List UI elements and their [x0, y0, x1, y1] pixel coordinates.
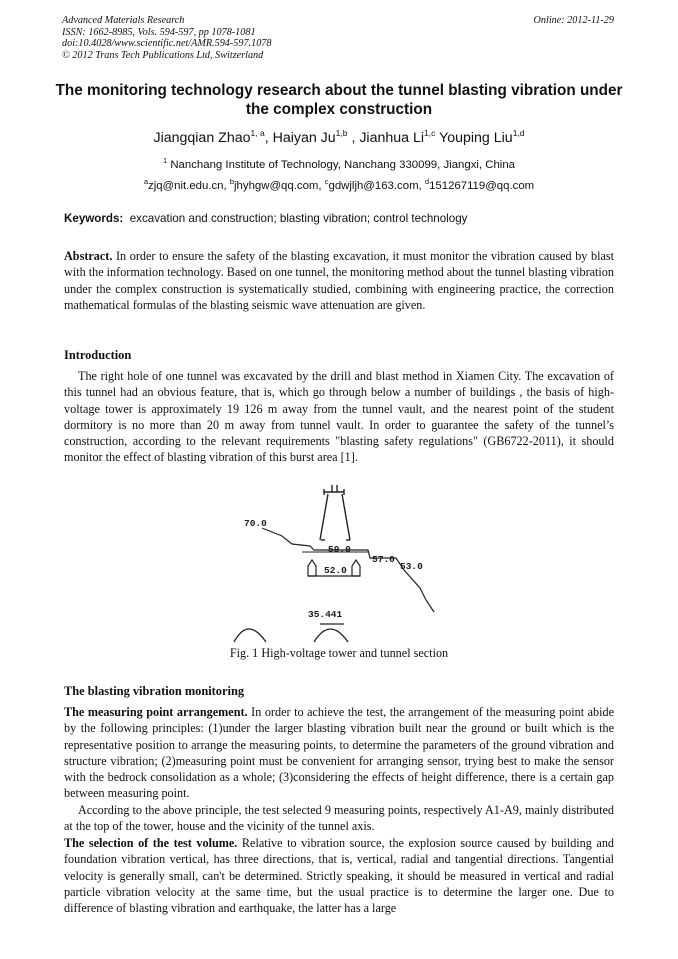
author-sup: 1,b — [335, 128, 348, 138]
affiliation-text: Nanchang Institute of Technology, Nanchang 330099, Jiangxi, China — [170, 159, 516, 171]
issn-line: ISSN: 1662-8985, Vols. 594-597, pp 1078-1081 — [62, 26, 256, 38]
affiliation — [40, 156, 638, 171]
author-list — [40, 128, 638, 146]
affiliation-sup: 1 — [162, 156, 168, 165]
monitoring-heading: The blasting vibration monitoring — [64, 684, 245, 698]
email-sup: c — [324, 177, 329, 186]
author-name: Youping Liu — [439, 130, 513, 146]
author-sup: 1,c — [424, 128, 436, 138]
author-name: Jiangqian Zhao — [153, 130, 251, 146]
volume-label: The selection of the test volume. — [64, 836, 238, 850]
email-link[interactable]: 151267119@qq.com — [429, 180, 535, 192]
email-link[interactable]: zjq@nit.edu.cn, — [148, 180, 230, 192]
author-name: Jianhua Li — [359, 130, 425, 146]
arrangement-text: In order to achieve the test, the arrangement of the measuring point abide by the following principles: (1)under the larger blasting vibration built near the ground or built which is the representative position to arrange the measuring points, to determine the parameters of the ground vibration and structure vibration; (2)measuring point must be convenient for arranging sensor, trying best to make the sensor with the bedrock consolidation as a whole; (3)considering the effects of height difference, there is a certain gap between measuring point. — [64, 705, 615, 801]
author-sep: , — [347, 130, 360, 146]
volume-paragraph — [64, 835, 614, 916]
email-link[interactable]: jhyhgw@qq.com, — [234, 180, 325, 192]
introduction-heading: Introduction — [64, 348, 132, 362]
label-70: 70.0 — [244, 518, 267, 529]
online-date: Online: 2012-11-29 — [533, 15, 614, 26]
label-59: 59.0 — [328, 544, 351, 555]
label-57: 57.0 — [372, 554, 395, 565]
journal-header — [62, 15, 271, 61]
label-53: 53.0 — [400, 561, 423, 572]
keywords-label: Keywords: — [64, 212, 124, 225]
keywords — [64, 212, 467, 225]
arrangement-label: The measuring point arrangement. — [64, 705, 248, 719]
arrangement-paragraph — [64, 704, 614, 802]
label-35441: 35.441 — [308, 609, 343, 620]
author-sup: 1, a — [250, 128, 265, 138]
doi-line: doi:10.4028/www.scientific.net/AMR.594-597.1078 — [62, 38, 272, 50]
label-52: 52.0 — [324, 565, 347, 576]
introduction-text: The right hole of one tunnel was excavated by the drill and blast method in Xiamen City. The excavation of this tunnel had an obvious feature, that is, which go through below a number of buildings , the basis of high-voltage tower is approximately 19 126 m away from the tunnel vault, and the nearest point of the student dormitory is no more than 20 m away from tunnel vault. In order to guarantee the safety of the tunnel’s construction, according to the relevant requirements "blasting safety regulations" (GB6722-2011), it should monitor the effect of blasting vibration of this burst area [1]. — [64, 369, 614, 465]
author-sup: 1,d — [512, 128, 525, 138]
journal-name: Advanced Materials Research — [62, 15, 185, 26]
email-sup: b — [229, 177, 235, 186]
email-list — [40, 177, 638, 192]
volume-text: Relative to vibration source, the explosion source caused by building and foundation vibration vertical, has three directions, that is, vertical, radial and tangential directions. Tangential velocity is generally small, can't be determined. Strictly speaking, it should be measured in vertical and radial particle vibration velocity at the same time, but the usual practice is to determine the larger one. Due to difference of blasting vibration and earthquake, the latter has a large — [64, 836, 615, 916]
abstract — [64, 248, 614, 313]
abstract-label: Abstract. — [64, 249, 113, 263]
tower-tunnel-figure — [220, 478, 460, 643]
author-sep: , — [264, 130, 273, 146]
keywords-text: excavation and construction; blasting vibration; control technology — [129, 212, 468, 225]
email-sup: d — [424, 177, 430, 186]
principle-paragraph: According to the above principle, the test selected 9 measuring points, respectively A1-A9, mainly distributed at the top of the tower, house and the vicinity of the tunnel axis. — [64, 803, 614, 834]
high-voltage-tower — [320, 485, 350, 540]
paper-title: The monitoring technology research about the tunnel blasting vibration under the complex construction — [55, 82, 623, 118]
abstract-text: In order to ensure the safety of the blasting excavation, it must monitor the vibration caused by blast with the information technology. Based on one tunnel, the monitoring method about the tunnel blasting vibration under the complex construction is systematically studied, combining with engineering practice, the correction mathematical formulas of the blasting seismic wave attenuation are given. — [64, 249, 614, 312]
copyright-line: © 2012 Trans Tech Publications Ltd, Switzerland — [62, 49, 264, 61]
author-name: Haiyan Ju — [272, 130, 336, 146]
email-sup: a — [143, 177, 148, 186]
figure-caption: Fig. 1 High-voltage tower and tunnel section — [229, 646, 449, 660]
email-link[interactable]: gdwjljh@163.com, — [328, 180, 425, 192]
tunnel-section-lower — [234, 624, 348, 642]
